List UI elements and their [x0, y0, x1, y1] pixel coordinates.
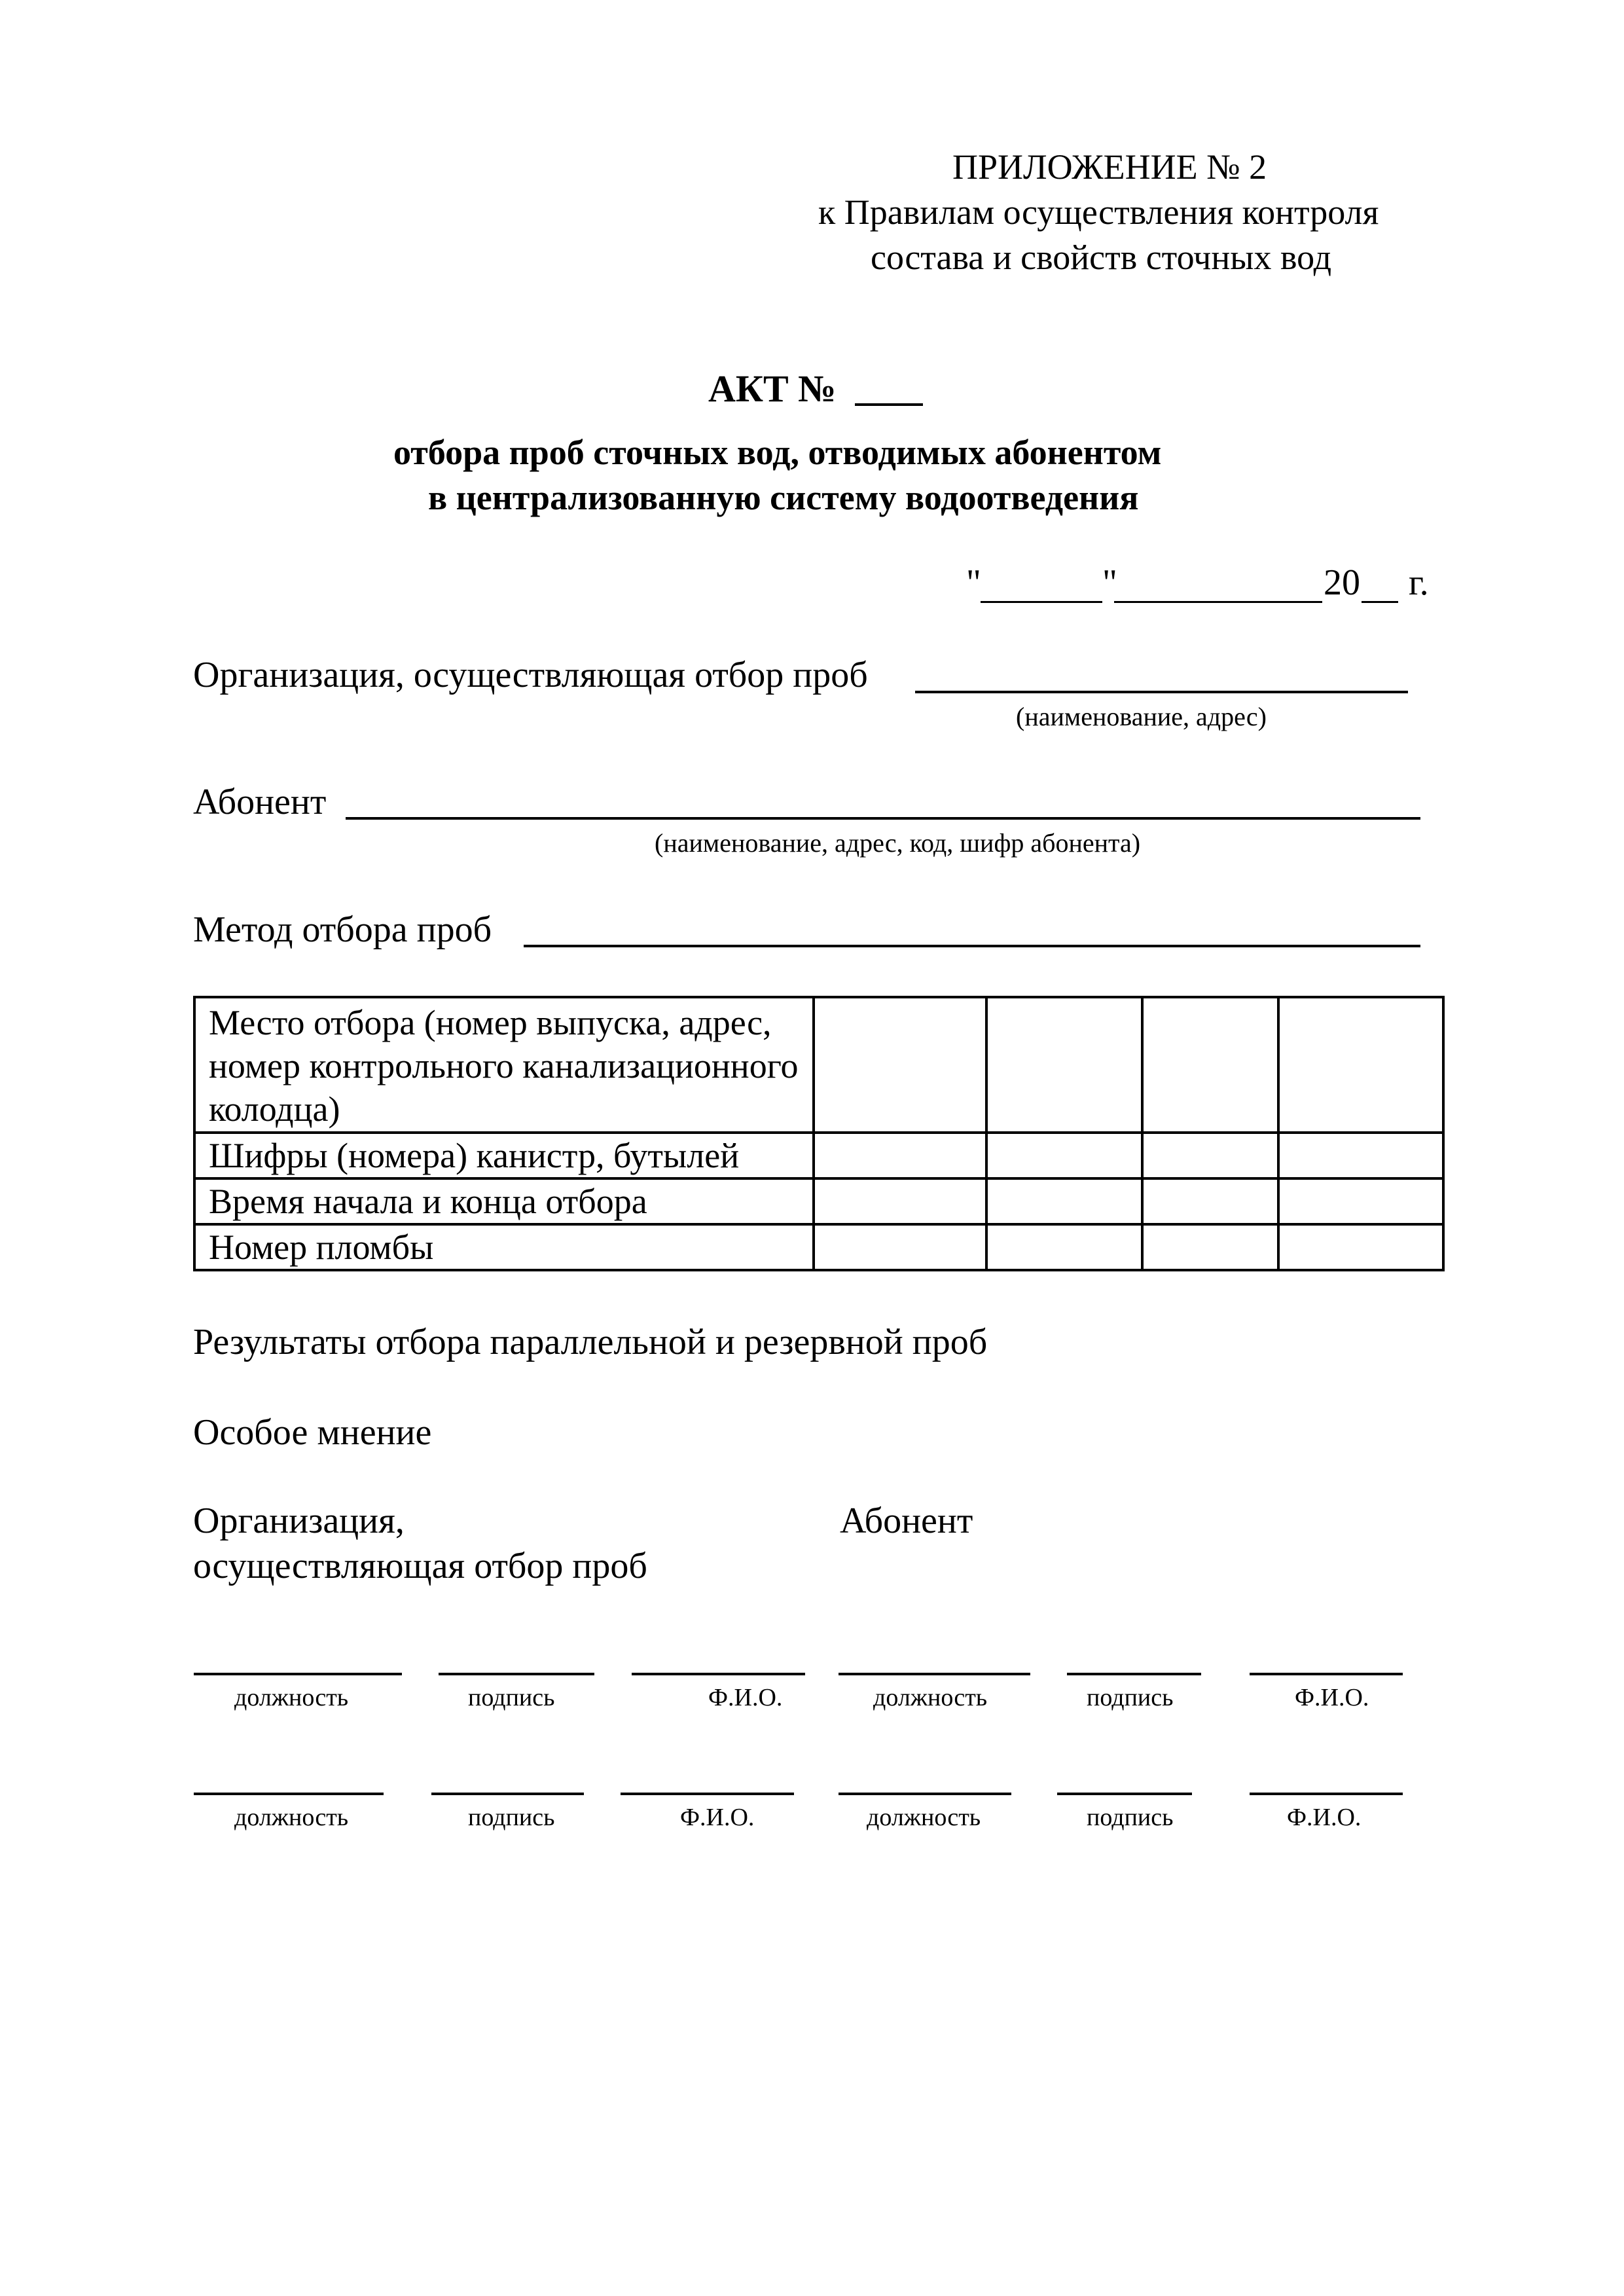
date-day-field[interactable]	[981, 601, 1102, 603]
date-quote-close: "	[1102, 562, 1117, 603]
signature-sign-caption: подпись	[1087, 1684, 1174, 1711]
table-row	[194, 997, 1443, 1133]
signature-name-field[interactable]	[632, 1673, 805, 1675]
annex-number: ПРИЛОЖЕНИЕ № 2	[952, 147, 1267, 187]
signature-org-heading-line2: осуществляющая отбор проб	[193, 1546, 647, 1586]
signature-sign-field[interactable]	[431, 1793, 584, 1795]
table-cell[interactable]	[1278, 1133, 1443, 1178]
subscriber-caption: (наименование, адрес, код, шифр абонента)	[655, 828, 1141, 858]
organization-field[interactable]	[915, 691, 1408, 693]
table-cell[interactable]	[814, 997, 986, 1133]
method-label: Метод отбора проб	[193, 909, 492, 950]
date-year-field[interactable]	[1362, 601, 1398, 603]
table-row	[194, 1133, 1443, 1178]
table-row-label: Шифры (номера) канистр, бутылей	[194, 1133, 814, 1178]
signature-sign-field[interactable]	[1067, 1673, 1201, 1675]
signature-sign-caption: подпись	[468, 1684, 555, 1711]
act-subtitle-line1: отбора проб сточных вод, отводимых абонентом	[393, 433, 1162, 472]
signature-position-caption: должность	[234, 1804, 349, 1831]
signature-name-caption: Ф.И.О.	[680, 1804, 755, 1831]
results-label: Результаты отбора параллельной и резервной проб	[193, 1322, 988, 1362]
table-cell[interactable]	[1142, 997, 1278, 1133]
signature-position-caption: должность	[867, 1804, 981, 1831]
table-cell[interactable]	[814, 1178, 986, 1224]
date-year-suffix: г.	[1409, 562, 1429, 603]
table-cell[interactable]	[1278, 1178, 1443, 1224]
signature-sign-caption: подпись	[1087, 1804, 1174, 1831]
samples-table	[193, 996, 1445, 1271]
signature-subscriber-heading: Абонент	[840, 1501, 973, 1541]
act-title-text: АКТ №	[708, 367, 837, 410]
signature-name-caption: Ф.И.О.	[708, 1684, 783, 1711]
table-cell[interactable]	[1142, 1133, 1278, 1178]
table-cell[interactable]	[986, 1178, 1142, 1224]
table-cell[interactable]	[1142, 1224, 1278, 1270]
signature-position-field[interactable]	[194, 1673, 402, 1675]
table-cell[interactable]	[1142, 1178, 1278, 1224]
table-cell[interactable]	[986, 997, 1142, 1133]
date-month-field[interactable]	[1114, 601, 1322, 603]
signature-position-caption: должность	[234, 1684, 349, 1711]
annex-reference-line1: к Правилам осуществления контроля	[818, 192, 1379, 232]
method-field[interactable]	[524, 945, 1420, 947]
date-quote-open: "	[966, 562, 981, 603]
signature-sign-field[interactable]	[439, 1673, 594, 1675]
table-cell[interactable]	[1278, 1224, 1443, 1270]
signature-name-field[interactable]	[621, 1793, 794, 1795]
annex-reference-line2: состава и свойств сточных вод	[871, 238, 1332, 277]
signature-position-field[interactable]	[839, 1673, 1030, 1675]
special-opinion-label: Особое мнение	[193, 1412, 432, 1453]
subscriber-label: Абонент	[193, 782, 327, 822]
table-row-label: Время начала и конца отбора	[194, 1178, 814, 1224]
table-row-label: Место отбора (номер выпуска, адрес, номер контрольного канализационного колодца)	[194, 997, 814, 1133]
signature-name-caption: Ф.И.О.	[1287, 1804, 1362, 1831]
organization-label: Организация, осуществляющая отбор проб	[193, 655, 868, 695]
signature-name-caption: Ф.И.О.	[1295, 1684, 1369, 1711]
signature-org-heading-line1: Организация,	[193, 1501, 405, 1541]
signature-sign-caption: подпись	[468, 1804, 555, 1831]
table-cell[interactable]	[1278, 997, 1443, 1133]
act-subtitle-line2: в централизованную систему водоотведения	[428, 478, 1139, 517]
table-row	[194, 1178, 1443, 1224]
subscriber-field[interactable]	[346, 817, 1420, 820]
signature-sign-field[interactable]	[1057, 1793, 1192, 1795]
table-cell[interactable]	[986, 1224, 1142, 1270]
signature-name-field[interactable]	[1250, 1793, 1403, 1795]
table-row	[194, 1224, 1443, 1270]
table-cell[interactable]	[814, 1133, 986, 1178]
signature-position-field[interactable]	[839, 1793, 1011, 1795]
act-title	[708, 367, 837, 410]
table-cell[interactable]	[814, 1224, 986, 1270]
organization-caption: (наименование, адрес)	[1016, 702, 1267, 731]
signature-position-field[interactable]	[194, 1793, 384, 1795]
signature-name-field[interactable]	[1250, 1673, 1403, 1675]
table-row-label: Номер пломбы	[194, 1224, 814, 1270]
date-year-prefix: 20	[1324, 562, 1360, 603]
table-cell[interactable]	[986, 1133, 1142, 1178]
signature-position-caption: должность	[873, 1684, 988, 1711]
act-number-field[interactable]	[855, 403, 923, 406]
